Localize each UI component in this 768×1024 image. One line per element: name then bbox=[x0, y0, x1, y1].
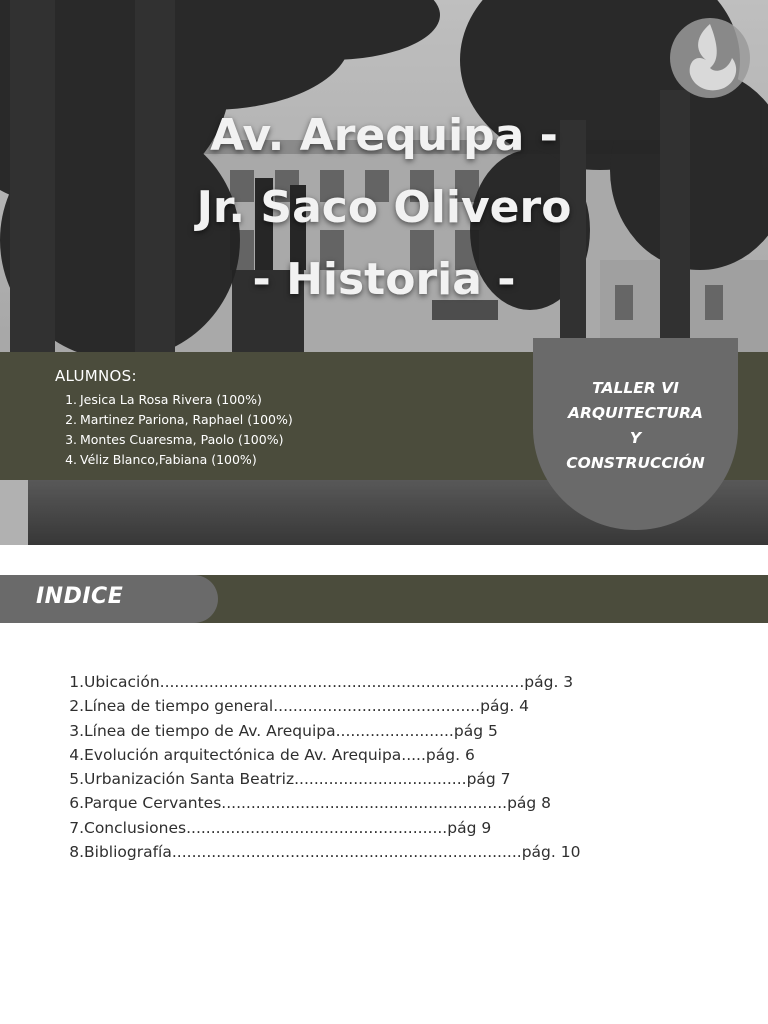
toc-leader: ....................................................................... bbox=[171, 843, 522, 862]
toc-title: Línea de tiempo general bbox=[84, 697, 274, 716]
toc-page: pág 9 bbox=[447, 818, 492, 837]
toc-number: 3. bbox=[69, 721, 84, 740]
toc-leader: ..................................................... bbox=[186, 818, 448, 837]
toc-leader: ..... bbox=[401, 745, 426, 764]
table-of-contents bbox=[62, 673, 580, 867]
toc-title: Conclusiones bbox=[84, 818, 187, 837]
toc-title: Urbanización Santa Beatriz bbox=[84, 770, 295, 789]
toc-leader: .......................................................... bbox=[221, 794, 508, 813]
toc-leader: .......................................... bbox=[273, 697, 481, 716]
toc-item[interactable] bbox=[62, 746, 580, 770]
student-number: 1. bbox=[65, 392, 77, 407]
student-name: Montes Cuaresma, Paolo (100%) bbox=[80, 432, 284, 447]
student-item bbox=[60, 450, 293, 470]
course-title bbox=[533, 376, 738, 476]
toc-page: pág. 6 bbox=[425, 745, 475, 764]
toc-title: Parque Cervantes bbox=[84, 794, 222, 813]
toc-page: pág 7 bbox=[466, 770, 511, 789]
course-line-2: ARQUITECTURA bbox=[567, 404, 704, 422]
toc-item[interactable] bbox=[62, 819, 580, 843]
student-name: Martinez Pariona, Raphael (100%) bbox=[80, 412, 293, 427]
toc-item[interactable] bbox=[62, 673, 580, 697]
student-item bbox=[60, 390, 293, 410]
student-number: 3. bbox=[65, 432, 77, 447]
toc-number: 1. bbox=[69, 673, 84, 691]
cover-title-line-2: Jr. Saco Olivero bbox=[196, 182, 572, 233]
toc-item[interactable] bbox=[62, 697, 580, 721]
course-line-3: Y bbox=[629, 429, 642, 447]
toc-number: 5. bbox=[69, 770, 84, 789]
toc-title: Evolución arquitectónica de Av. Arequipa bbox=[84, 745, 402, 764]
student-name: Jesica La Rosa Rivera (100%) bbox=[80, 392, 262, 407]
cover-title-line-3: - Historia - bbox=[252, 254, 516, 305]
toc-leader: ........................ bbox=[335, 721, 454, 740]
university-logo bbox=[666, 12, 754, 102]
toc-item[interactable] bbox=[62, 722, 580, 746]
toc-number: 2. bbox=[69, 697, 84, 716]
toc-title: Línea de tiempo de Av. Arequipa bbox=[84, 721, 336, 740]
cover-title bbox=[0, 100, 768, 316]
toc-number: 4. bbox=[69, 745, 84, 764]
student-item bbox=[60, 430, 293, 450]
student-item bbox=[60, 410, 293, 430]
toc-item[interactable] bbox=[62, 770, 580, 794]
toc-page: pág. 10 bbox=[521, 843, 581, 862]
toc-leader: .......................................................................... bbox=[159, 673, 525, 691]
student-name: Véliz Blanco,Fabiana (100%) bbox=[80, 452, 257, 467]
course-line-4: CONSTRUCCIÓN bbox=[566, 454, 705, 472]
toc-page: pág. 3 bbox=[524, 673, 574, 691]
index-title: INDICE bbox=[36, 584, 124, 609]
toc-page: pág 8 bbox=[507, 794, 552, 813]
toc-item[interactable] bbox=[62, 794, 580, 818]
toc-number: 6. bbox=[69, 794, 84, 813]
students-list bbox=[60, 390, 293, 470]
cover-title-line-1: Av. Arequipa - bbox=[210, 110, 558, 161]
toc-leader: ................................... bbox=[294, 770, 467, 789]
toc-page: pág. 4 bbox=[480, 697, 530, 716]
toc-number: 7. bbox=[69, 818, 84, 837]
toc-number: 8. bbox=[69, 843, 84, 862]
toc-item[interactable] bbox=[62, 843, 580, 867]
student-number: 4. bbox=[65, 452, 77, 467]
toc-title: Bibliografía bbox=[84, 843, 172, 862]
toc-page: pág 5 bbox=[453, 721, 498, 740]
course-line-1: TALLER VI bbox=[592, 379, 679, 397]
students-label: ALUMNOS: bbox=[55, 367, 137, 385]
student-number: 2. bbox=[65, 412, 77, 427]
toc-title: Ubicación bbox=[84, 673, 160, 691]
